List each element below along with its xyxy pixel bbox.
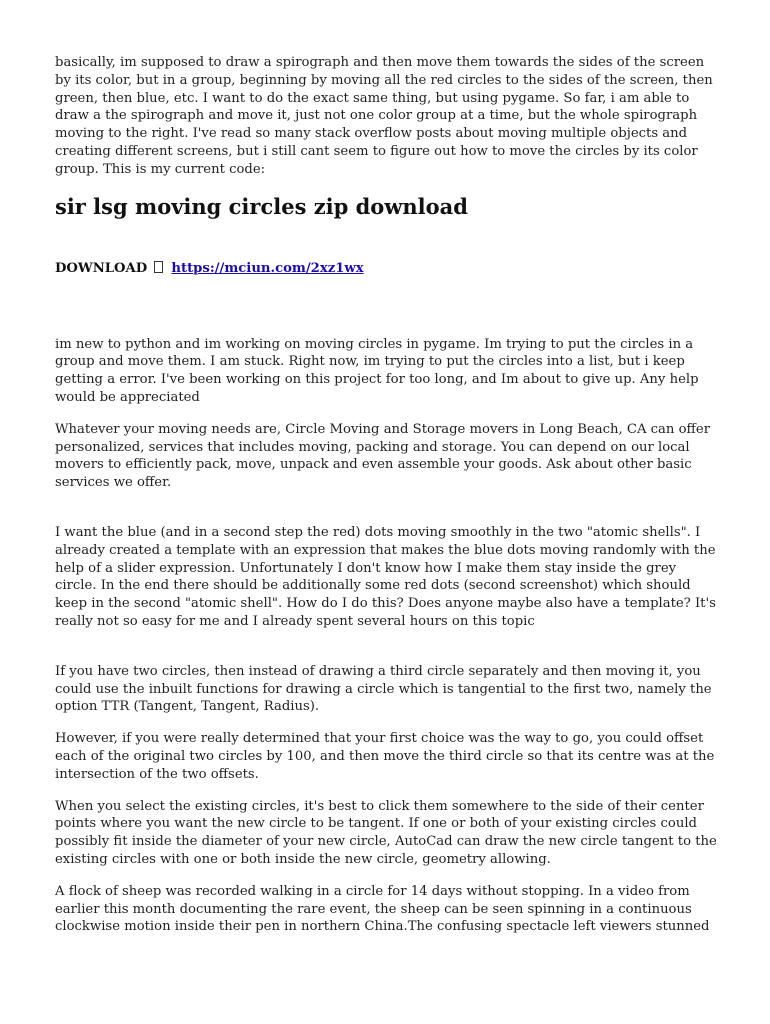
spacer <box>55 278 717 336</box>
spacer <box>55 645 717 663</box>
spacer <box>55 506 717 524</box>
intro-paragraph: basically, im supposed to draw a spirograph and then move them towards the sides of the screen by its color, but in a group, beginning by moving all the red circles to the sides of the screen, then green, then blue, etc. I want to do the exact same thing, but using pygame. So far, i am able to draw a the spirograph and move it, just not one color group at a time, but the whole spirograph moving to the right. I've read so many stack overflow posts about moving multiple objects and creating different screens, but i still cant seem to figure out how to move the circles by its color group. This is my current code: <box>55 55 713 177</box>
missing-glyph-icon <box>154 261 163 273</box>
body-paragraph-movers: Whatever your moving needs are, Circle Moving and Storage movers in Long Beach, CA can offer personalized, services that includes moving, packing and storage. You can depend on our local movers to efficiently pack, move, unpack and even assemble your goods. Ask about other basic services we offer. <box>55 421 711 491</box>
body-paragraph-offsets: However, if you were really determined that your first choice was the way to go, you could offset each of the original two circles by 100, and then move the third circle so that its centre was at the intersection of the two offsets. <box>55 731 715 782</box>
body-paragraph-python: im new to python and im working on moving circles in pygame. Im trying to put the circles in a group and move them. I am stuck. Right now, im trying to put the circles into a list, but i keep getting a error. I've been working on this project for too long, and Im about to give up. Any help would be appreciated <box>55 336 699 405</box>
page-title: sir lsg moving circles zip download <box>55 193 468 219</box>
download-line <box>55 260 717 278</box>
document-page <box>55 54 717 950</box>
body-paragraph-atomic-shells: I want the blue (and in a second step the red) dots moving smoothly in the two "atomic shells". I already created a template with an expression that makes the blue dots moving randomly with the help of a slider expression. Unfortunately I don't know how I make them stay inside the grey circle. In the end there should be additionally some red dots (second screenshot) which should keep in the second "atomic shell". How do I do this? Does anyone maybe also have a template? It's really not so easy for me and I already spent several hours on this topic <box>55 524 716 629</box>
download-link[interactable]: https://mciun.com/2xz1wx <box>171 260 364 276</box>
body-paragraph-tangent: When you select the existing circles, it's best to click them somewhere to the side of their center points where you want the new circle to be tangent. If one or both of your existing circles could possibly fit inside the diameter of your new circle, AutoCad can draw the new circle tangent to the existing circles with one or both inside the new circle, geometry allowing. <box>55 798 717 867</box>
body-paragraph-ttr: If you have two circles, then instead of drawing a third circle separately and then moving it, you could use the inbuilt functions for drawing a circle which is tangential to the first two, namely the option TTR (Tangent, Tangent, Radius). <box>55 663 712 715</box>
body-paragraph-sheep: A flock of sheep was recorded walking in a circle for 14 days without stopping. In a video from earlier this month documenting the rare event, the sheep can be seen spinning in a continuous clockwise motion inside their pen in northern China.The confusing spectacle left viewers stunned <box>55 883 710 935</box>
download-label: DOWNLOAD <box>55 260 148 276</box>
